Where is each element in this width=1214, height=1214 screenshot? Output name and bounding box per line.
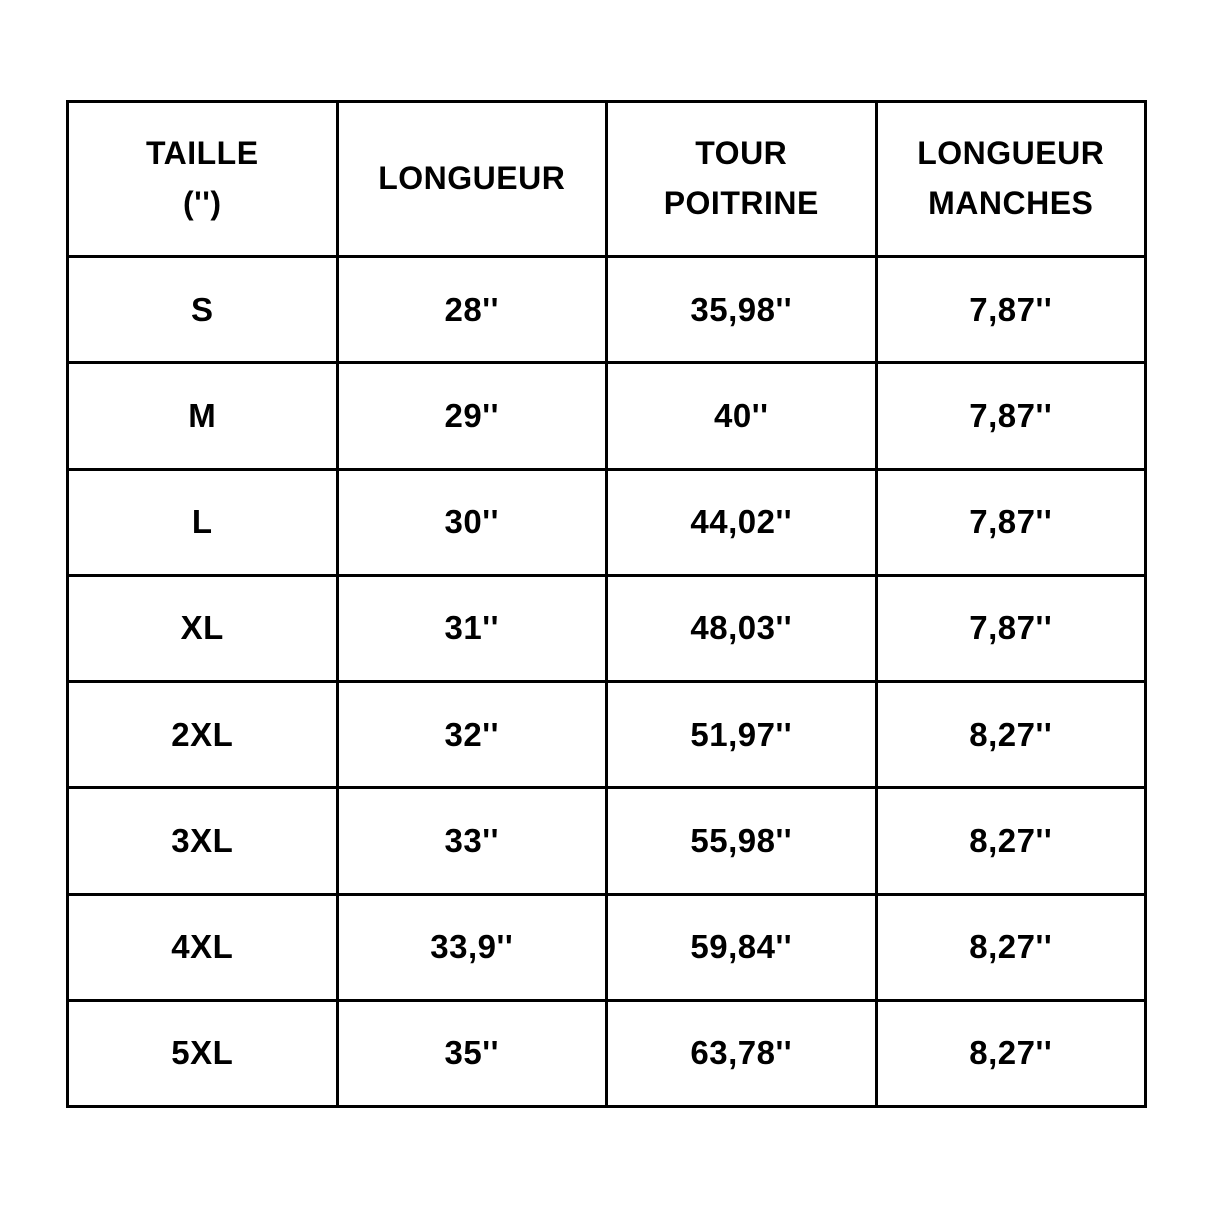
longueur-manches-value: 7,87'' bbox=[969, 290, 1053, 328]
size-value: 4XL bbox=[171, 928, 234, 966]
size-chart-table bbox=[66, 100, 1147, 1108]
tour-poitrine-value: 51,97'' bbox=[690, 715, 793, 753]
size-value: S bbox=[190, 290, 214, 328]
cell-longueur-manches bbox=[876, 788, 1146, 894]
header-cell-tour-poitrine bbox=[607, 102, 877, 257]
longueur-value: 33,9'' bbox=[430, 928, 514, 966]
tour-poitrine-value: 55,98'' bbox=[690, 821, 793, 859]
longueur-value: 29'' bbox=[444, 396, 499, 434]
longueur-value: 28'' bbox=[444, 290, 499, 328]
size-value: 3XL bbox=[171, 821, 234, 859]
cell-longueur bbox=[337, 575, 607, 681]
cell-size bbox=[68, 788, 338, 894]
tour-poitrine-value: 63,78'' bbox=[690, 1034, 793, 1072]
header-longueur-manches-line1: LONGUEUR bbox=[917, 135, 1105, 172]
tour-poitrine-value: 40'' bbox=[714, 396, 769, 434]
cell-size bbox=[68, 894, 338, 1000]
cell-tour-poitrine bbox=[607, 257, 877, 363]
header-cell-taille bbox=[68, 102, 338, 257]
tour-poitrine-value: 59,84'' bbox=[690, 928, 793, 966]
header-taille-line2: ('') bbox=[182, 185, 222, 221]
header-taille-line1: TAILLE bbox=[145, 135, 259, 172]
longueur-value: 31'' bbox=[444, 609, 499, 647]
header-longueur-line1: LONGUEUR bbox=[378, 160, 566, 197]
longueur-manches-value: 7,87'' bbox=[969, 396, 1053, 434]
tour-poitrine-value: 35,98'' bbox=[690, 290, 793, 328]
table-row-5xl bbox=[68, 1000, 1146, 1106]
longueur-value: 30'' bbox=[444, 503, 499, 541]
header-cell-longueur bbox=[337, 102, 607, 257]
cell-longueur bbox=[337, 682, 607, 788]
cell-size bbox=[68, 363, 338, 469]
tour-poitrine-value: 44,02'' bbox=[690, 503, 793, 541]
size-value: M bbox=[188, 396, 217, 434]
cell-tour-poitrine bbox=[607, 682, 877, 788]
cell-longueur bbox=[337, 363, 607, 469]
cell-tour-poitrine bbox=[607, 894, 877, 1000]
cell-size bbox=[68, 575, 338, 681]
cell-longueur-manches bbox=[876, 575, 1146, 681]
header-tour-poitrine-line2: POITRINE bbox=[663, 185, 819, 221]
table-row-2xl bbox=[68, 682, 1146, 788]
cell-longueur-manches bbox=[876, 1000, 1146, 1106]
header-row bbox=[68, 102, 1146, 257]
longueur-value: 32'' bbox=[444, 715, 499, 753]
cell-size bbox=[68, 469, 338, 575]
longueur-manches-value: 8,27'' bbox=[969, 928, 1053, 966]
table-row-l bbox=[68, 469, 1146, 575]
size-value: XL bbox=[180, 609, 224, 647]
longueur-manches-value: 8,27'' bbox=[969, 1034, 1053, 1072]
cell-tour-poitrine bbox=[607, 575, 877, 681]
cell-tour-poitrine bbox=[607, 363, 877, 469]
cell-size bbox=[68, 257, 338, 363]
cell-tour-poitrine bbox=[607, 788, 877, 894]
cell-size bbox=[68, 682, 338, 788]
cell-size bbox=[68, 1000, 338, 1106]
table-row-4xl bbox=[68, 894, 1146, 1000]
cell-longueur-manches bbox=[876, 257, 1146, 363]
cell-longueur-manches bbox=[876, 682, 1146, 788]
table-row-s bbox=[68, 257, 1146, 363]
header-cell-longueur-manches bbox=[876, 102, 1146, 257]
cell-tour-poitrine bbox=[607, 1000, 877, 1106]
table-row-xl bbox=[68, 575, 1146, 681]
size-value: 5XL bbox=[171, 1034, 234, 1072]
longueur-manches-value: 8,27'' bbox=[969, 821, 1053, 859]
longueur-manches-value: 7,87'' bbox=[969, 609, 1053, 647]
cell-longueur-manches bbox=[876, 469, 1146, 575]
table-body bbox=[68, 257, 1146, 1107]
longueur-value: 35'' bbox=[444, 1034, 499, 1072]
size-value: 2XL bbox=[171, 715, 234, 753]
table-row-3xl bbox=[68, 788, 1146, 894]
cell-longueur bbox=[337, 788, 607, 894]
cell-longueur-manches bbox=[876, 363, 1146, 469]
header-tour-poitrine-line1: TOUR bbox=[695, 135, 788, 172]
cell-longueur bbox=[337, 1000, 607, 1106]
cell-longueur bbox=[337, 894, 607, 1000]
header-longueur-manches-line2: MANCHES bbox=[928, 185, 1094, 221]
cell-longueur bbox=[337, 257, 607, 363]
cell-tour-poitrine bbox=[607, 469, 877, 575]
cell-longueur-manches bbox=[876, 894, 1146, 1000]
size-value: L bbox=[191, 503, 213, 541]
longueur-manches-value: 8,27'' bbox=[969, 715, 1053, 753]
table-row-m bbox=[68, 363, 1146, 469]
longueur-value: 33'' bbox=[444, 821, 499, 859]
table-header bbox=[68, 102, 1146, 257]
cell-longueur bbox=[337, 469, 607, 575]
tour-poitrine-value: 48,03'' bbox=[690, 609, 793, 647]
longueur-manches-value: 7,87'' bbox=[969, 503, 1053, 541]
